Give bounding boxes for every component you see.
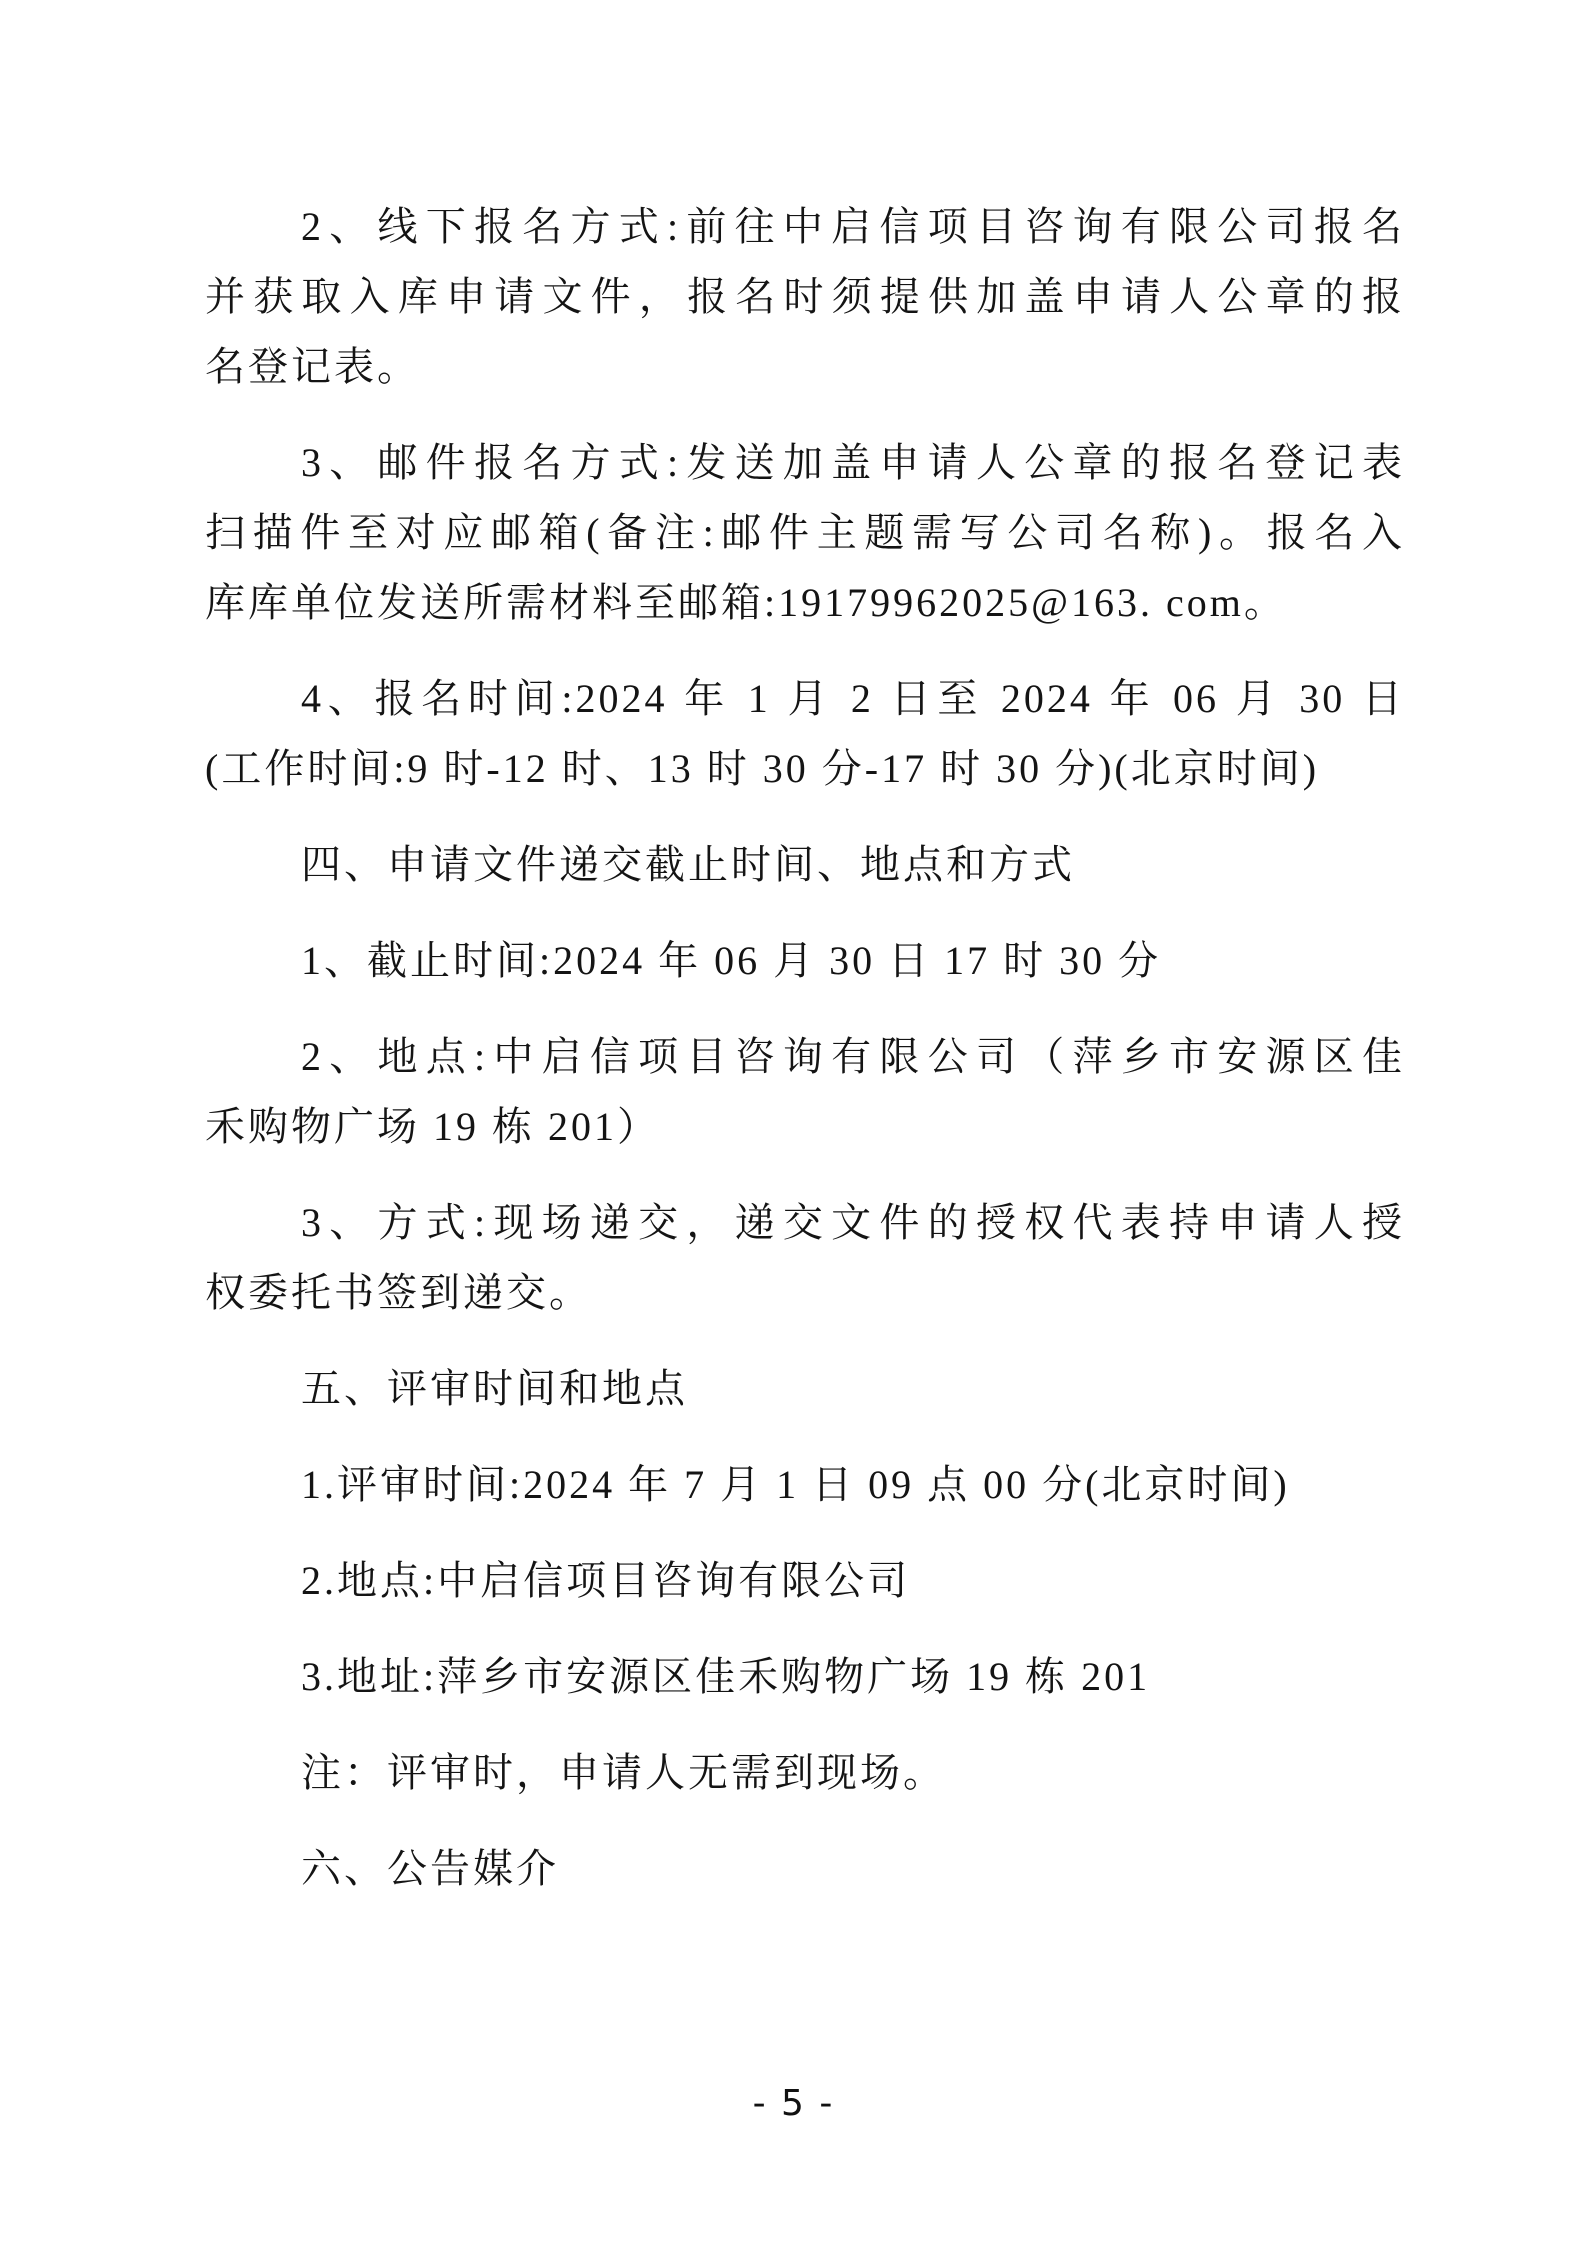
text-line: 禾购物广场 19 栋 201） [205,1104,660,1149]
text-line: 并获取入库申请文件，报名时须提供加盖申请人公章的报 [205,274,1405,319]
text-line: 1、截止时间:2024 年 06 月 30 日 17 时 30 分 [301,938,1162,983]
para-deadline [205,926,1405,996]
text-line: 权委托书签到递交。 [205,1270,592,1315]
section-heading: 五、评审时间和地点 [301,1366,688,1411]
para-location [205,1022,1405,1162]
text-line: 扫描件至对应邮箱(备注:邮件主题需写公司名称)。报名入 [205,510,1405,555]
text-line: 1.评审时间:2024 年 7 月 1 日 09 点 00 分(北京时间) [301,1462,1290,1507]
para-review-location [205,1546,1405,1616]
text-line: 3.地址:萍乡市安源区佳禾购物广场 19 栋 201 [301,1654,1151,1699]
text-line: 名登记表。 [205,344,420,389]
text-line: 2、地点:中启信项目咨询有限公司（萍乡市安源区佳 [301,1034,1405,1079]
text-line: 4、报名时间:2024 年 1 月 2 日至 2024 年 06 月 30 日 [301,676,1405,721]
text-line: 3、方式:现场递交，递交文件的授权代表持申请人授 [301,1200,1405,1245]
heading-section-6-media [205,1834,1405,1904]
heading-section-4-submission [205,830,1405,900]
para-note [205,1738,1405,1808]
email-line: 库库单位发送所需材料至邮箱:19179962025@163. com。 [205,580,1287,625]
document-body [205,192,1405,1930]
heading-section-5-review [205,1354,1405,1424]
para-email-registration [205,428,1405,638]
text-line: 3、邮件报名方式:发送加盖申请人公章的报名登记表 [301,440,1405,485]
text-line: (工作时间:9 时-12 时、13 时 30 分-17 时 30 分)(北京时间) [205,746,1320,791]
page-number: - 5 - [752,2083,835,2124]
para-method [205,1188,1405,1328]
section-heading: 四、申请文件递交截止时间、地点和方式 [301,842,1075,887]
section-heading: 六、公告媒介 [301,1846,559,1891]
para-registration-time [205,664,1405,804]
text-line: 2、线下报名方式:前往中启信项目咨询有限公司报名 [301,204,1405,249]
text-line: 注：评审时，申请人无需到现场。 [301,1750,946,1795]
para-review-time [205,1450,1405,1520]
para-offline-registration [205,192,1405,402]
para-review-address [205,1642,1405,1712]
text-line: 2.地点:中启信项目咨询有限公司 [301,1558,911,1603]
